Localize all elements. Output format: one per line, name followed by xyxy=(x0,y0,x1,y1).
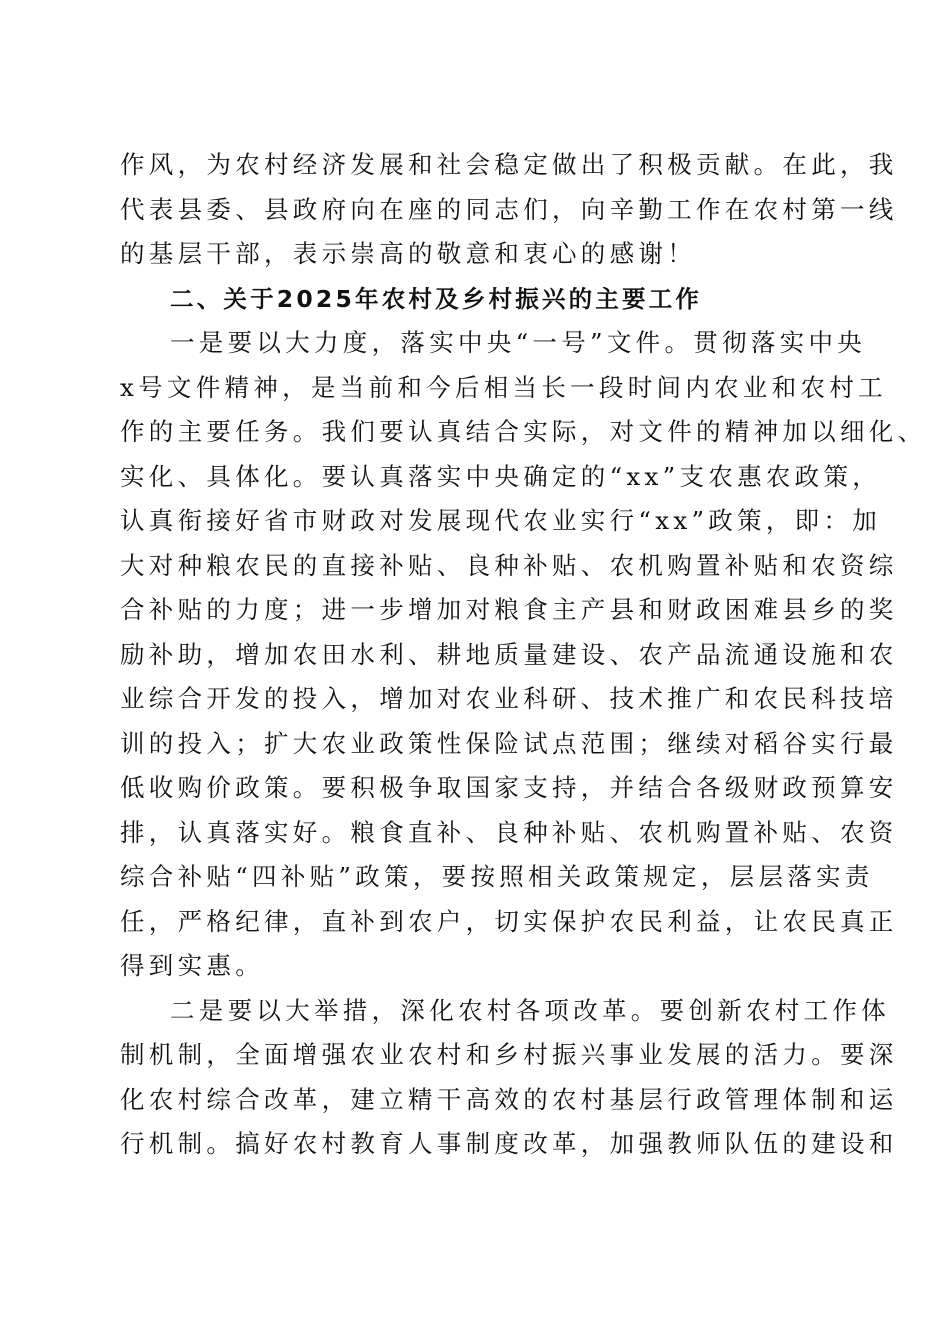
body-line: 实化、具体化。要认真落实中央确定的“xx”支农惠农政策， xyxy=(120,461,882,491)
body-line: x号文件精神，是当前和今后相当长一段时间内农业和农村工 xyxy=(120,372,887,402)
body-line: 得到实惠。 xyxy=(120,951,264,980)
body-line: 作风，为农村经济发展和社会稳定做出了积极贡献。在此，我 xyxy=(120,150,898,179)
body-line: 任，严格纪律，直补到农户，切实保护农民利益，让农民真正 xyxy=(120,906,898,936)
body-line: 低收购价政策。要积极争取国家支持，并结合各级财政预算安 xyxy=(120,773,898,802)
body-line: 化农村综合改革，建立精干高效的农村基层行政管理体制和运 xyxy=(120,1084,898,1114)
body-line: 的基层干部，表示崇高的敬意和衷心的感谢！ xyxy=(120,239,696,268)
body-line: 行机制。搞好农村教育人事制度改革，加强教师队伍的建设和 xyxy=(120,1129,898,1158)
document-body xyxy=(120,143,927,1167)
body-line: 认真衔接好省市财政对发展现代农业实行“xx”政策，即：加 xyxy=(120,506,882,535)
body-line: 励补助，增加农田水利、耕地质量建设、农产品流通设施和农 xyxy=(120,639,898,669)
paragraph-first-line: 一是要以大力度，落实中央“一号”文件。贯彻落实中央 xyxy=(170,328,867,357)
body-line: 训的投入；扩大农业政策性保险试点范围；继续对稻谷实行最 xyxy=(120,728,898,758)
section-heading: 二、关于2025年农村及乡村振兴的主要工作 xyxy=(170,284,703,313)
body-line: 排，认真落实好。粮食直补、良种补贴、农机购置补贴、农资 xyxy=(120,817,898,847)
body-line: 合补贴的力度；进一步增加对粮食主产县和财政困难县乡的奖 xyxy=(120,595,898,624)
body-line: 代表县委、县政府向在座的同志们，向辛勤工作在农村第一线 xyxy=(120,194,898,224)
body-line: 业综合开发的投入，增加对农业科研、技术推广和农民科技培 xyxy=(120,684,898,713)
body-line: 综合补贴“四补贴”政策，要按照相关政策规定，层层落实责 xyxy=(120,862,874,891)
body-line: 作的主要任务。我们要认真结合实际，对文件的精神加以细化、 xyxy=(120,417,927,446)
body-line: 制机制，全面增强农业农村和乡村振兴事业发展的活力。要深 xyxy=(120,1040,898,1069)
paragraph-first-line: 二是要以大举措，深化农村各项改革。要创新农村工作体 xyxy=(170,995,890,1025)
body-line: 大对种粮农民的直接补贴、良种补贴、农机购置补贴和农资综 xyxy=(120,550,898,580)
